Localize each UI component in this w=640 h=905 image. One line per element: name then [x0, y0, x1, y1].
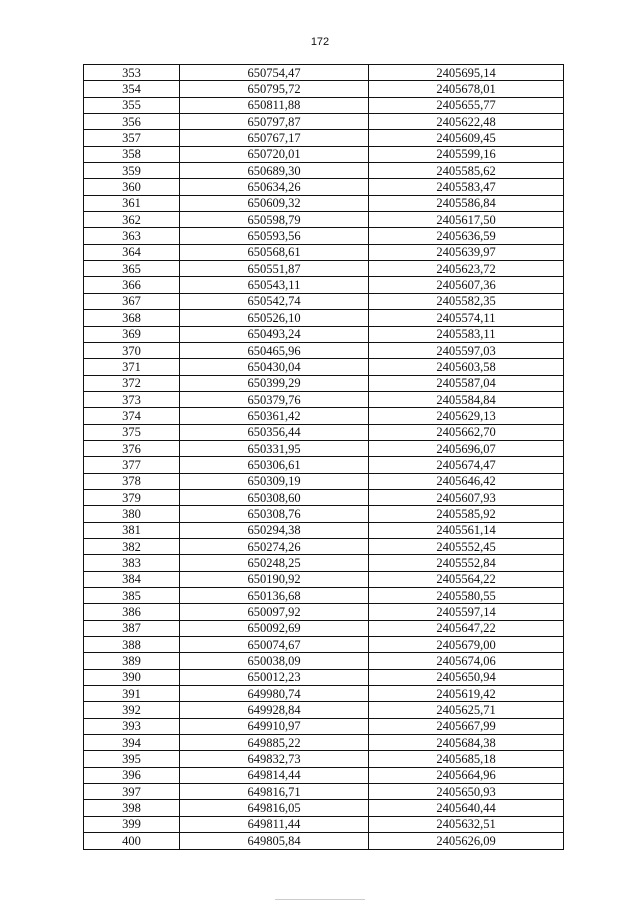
y-coordinate-cell: 2405585,92 — [369, 506, 564, 522]
y-coordinate-cell: 2405650,93 — [369, 784, 564, 800]
table-row — [84, 473, 564, 489]
x-coordinate-cell: 650361,42 — [180, 408, 369, 424]
table-row — [84, 195, 564, 211]
point-number-cell: 362 — [84, 212, 180, 228]
page-edge-mark — [275, 899, 365, 900]
y-coordinate-cell: 2405664,96 — [369, 767, 564, 783]
point-number-cell: 397 — [84, 784, 180, 800]
point-number-cell: 356 — [84, 114, 180, 130]
table-row — [84, 506, 564, 522]
x-coordinate-cell: 649811,44 — [180, 816, 369, 832]
y-coordinate-cell: 2405684,38 — [369, 735, 564, 751]
table-row — [84, 97, 564, 113]
y-coordinate-cell: 2405640,44 — [369, 800, 564, 816]
x-coordinate-cell: 650309,19 — [180, 473, 369, 489]
x-coordinate-cell: 649980,74 — [180, 686, 369, 702]
point-number-cell: 361 — [84, 195, 180, 211]
x-coordinate-cell: 649885,22 — [180, 735, 369, 751]
x-coordinate-cell: 650356,44 — [180, 424, 369, 440]
point-number-cell: 378 — [84, 473, 180, 489]
x-coordinate-cell: 649816,05 — [180, 800, 369, 816]
y-coordinate-cell: 2405662,70 — [369, 424, 564, 440]
point-number-cell: 366 — [84, 277, 180, 293]
y-coordinate-cell: 2405695,14 — [369, 65, 564, 81]
x-coordinate-cell: 650543,11 — [180, 277, 369, 293]
y-coordinate-cell: 2405622,48 — [369, 114, 564, 130]
x-coordinate-cell: 650598,79 — [180, 212, 369, 228]
y-coordinate-cell: 2405574,11 — [369, 310, 564, 326]
y-coordinate-cell: 2405583,11 — [369, 326, 564, 342]
point-number-cell: 374 — [84, 408, 180, 424]
y-coordinate-cell: 2405685,18 — [369, 751, 564, 767]
table-row — [84, 489, 564, 505]
point-number-cell: 369 — [84, 326, 180, 342]
table-row — [84, 637, 564, 653]
x-coordinate-cell: 650493,24 — [180, 326, 369, 342]
table-row — [84, 784, 564, 800]
table-row — [84, 751, 564, 767]
point-number-cell: 359 — [84, 163, 180, 179]
point-number-cell: 367 — [84, 293, 180, 309]
table-row — [84, 310, 564, 326]
x-coordinate-cell: 649928,84 — [180, 702, 369, 718]
x-coordinate-cell: 649910,97 — [180, 718, 369, 734]
x-coordinate-cell: 650190,92 — [180, 571, 369, 587]
y-coordinate-cell: 2405597,03 — [369, 342, 564, 358]
table-row — [84, 457, 564, 473]
table-row — [84, 228, 564, 244]
y-coordinate-cell: 2405587,04 — [369, 375, 564, 391]
y-coordinate-cell: 2405636,59 — [369, 228, 564, 244]
y-coordinate-cell: 2405679,00 — [369, 637, 564, 653]
x-coordinate-cell: 650331,95 — [180, 440, 369, 456]
table-row — [84, 538, 564, 554]
table-row — [84, 522, 564, 538]
y-coordinate-cell: 2405674,06 — [369, 653, 564, 669]
y-coordinate-cell: 2405609,45 — [369, 130, 564, 146]
point-number-cell: 377 — [84, 457, 180, 473]
y-coordinate-cell: 2405603,58 — [369, 359, 564, 375]
point-number-cell: 381 — [84, 522, 180, 538]
table-row — [84, 653, 564, 669]
table-row — [84, 261, 564, 277]
x-coordinate-cell: 650274,26 — [180, 538, 369, 554]
x-coordinate-cell: 650430,04 — [180, 359, 369, 375]
table-row — [84, 604, 564, 620]
point-number-cell: 380 — [84, 506, 180, 522]
x-coordinate-cell: 650136,68 — [180, 588, 369, 604]
point-number-cell: 400 — [84, 833, 180, 849]
y-coordinate-cell: 2405583,47 — [369, 179, 564, 195]
x-coordinate-cell: 650609,32 — [180, 195, 369, 211]
point-number-cell: 365 — [84, 261, 180, 277]
table-row — [84, 359, 564, 375]
table-row — [84, 244, 564, 260]
table-row — [84, 800, 564, 816]
table-row — [84, 833, 564, 849]
point-number-cell: 399 — [84, 816, 180, 832]
point-number-cell: 383 — [84, 555, 180, 571]
y-coordinate-cell: 2405586,84 — [369, 195, 564, 211]
y-coordinate-cell: 2405667,99 — [369, 718, 564, 734]
table-row — [84, 277, 564, 293]
y-coordinate-cell: 2405646,42 — [369, 473, 564, 489]
x-coordinate-cell: 649805,84 — [180, 833, 369, 849]
x-coordinate-cell: 650038,09 — [180, 653, 369, 669]
point-number-cell: 382 — [84, 538, 180, 554]
y-coordinate-cell: 2405650,94 — [369, 669, 564, 685]
table-row — [84, 212, 564, 228]
y-coordinate-cell: 2405626,09 — [369, 833, 564, 849]
x-coordinate-cell: 650308,76 — [180, 506, 369, 522]
table-row — [84, 588, 564, 604]
point-number-cell: 385 — [84, 588, 180, 604]
x-coordinate-cell: 650248,25 — [180, 555, 369, 571]
point-number-cell: 387 — [84, 620, 180, 636]
point-number-cell: 379 — [84, 489, 180, 505]
point-number-cell: 363 — [84, 228, 180, 244]
point-number-cell: 353 — [84, 65, 180, 81]
y-coordinate-cell: 2405639,97 — [369, 244, 564, 260]
table-row — [84, 146, 564, 162]
point-number-cell: 388 — [84, 637, 180, 653]
table-row — [84, 669, 564, 685]
point-number-cell: 390 — [84, 669, 180, 685]
y-coordinate-cell: 2405625,71 — [369, 702, 564, 718]
table-row — [84, 65, 564, 81]
table-row — [84, 130, 564, 146]
point-number-cell: 391 — [84, 686, 180, 702]
y-coordinate-cell: 2405696,07 — [369, 440, 564, 456]
point-number-cell: 396 — [84, 767, 180, 783]
table-row — [84, 342, 564, 358]
x-coordinate-cell: 650634,26 — [180, 179, 369, 195]
y-coordinate-cell: 2405585,62 — [369, 163, 564, 179]
point-number-cell: 368 — [84, 310, 180, 326]
point-number-cell: 376 — [84, 440, 180, 456]
x-coordinate-cell: 650465,96 — [180, 342, 369, 358]
x-coordinate-cell: 649832,73 — [180, 751, 369, 767]
table-row — [84, 81, 564, 97]
y-coordinate-cell: 2405607,36 — [369, 277, 564, 293]
x-coordinate-cell: 650092,69 — [180, 620, 369, 636]
point-number-cell: 392 — [84, 702, 180, 718]
y-coordinate-cell: 2405561,14 — [369, 522, 564, 538]
point-number-cell: 389 — [84, 653, 180, 669]
table-row — [84, 293, 564, 309]
y-coordinate-cell: 2405580,55 — [369, 588, 564, 604]
point-number-cell: 384 — [84, 571, 180, 587]
x-coordinate-cell: 650811,88 — [180, 97, 369, 113]
x-coordinate-cell: 650542,74 — [180, 293, 369, 309]
point-number-cell: 364 — [84, 244, 180, 260]
x-coordinate-cell: 650551,87 — [180, 261, 369, 277]
x-coordinate-cell: 650012,23 — [180, 669, 369, 685]
point-number-cell: 375 — [84, 424, 180, 440]
table-row — [84, 408, 564, 424]
point-number-cell: 357 — [84, 130, 180, 146]
y-coordinate-cell: 2405655,77 — [369, 97, 564, 113]
y-coordinate-cell: 2405597,14 — [369, 604, 564, 620]
table-row — [84, 702, 564, 718]
point-number-cell: 354 — [84, 81, 180, 97]
x-coordinate-cell: 650593,56 — [180, 228, 369, 244]
y-coordinate-cell: 2405564,22 — [369, 571, 564, 587]
x-coordinate-cell: 650720,01 — [180, 146, 369, 162]
x-coordinate-cell: 650294,38 — [180, 522, 369, 538]
table-row — [84, 179, 564, 195]
table-row — [84, 114, 564, 130]
table-row — [84, 391, 564, 407]
x-coordinate-cell: 649816,71 — [180, 784, 369, 800]
y-coordinate-cell: 2405599,16 — [369, 146, 564, 162]
x-coordinate-cell: 650399,29 — [180, 375, 369, 391]
table-row — [84, 440, 564, 456]
table-row — [84, 718, 564, 734]
table-row — [84, 163, 564, 179]
x-coordinate-cell: 650306,61 — [180, 457, 369, 473]
table-row — [84, 424, 564, 440]
point-number-cell: 386 — [84, 604, 180, 620]
x-coordinate-cell: 650097,92 — [180, 604, 369, 620]
y-coordinate-cell: 2405584,84 — [369, 391, 564, 407]
y-coordinate-cell: 2405678,01 — [369, 81, 564, 97]
table-row — [84, 375, 564, 391]
y-coordinate-cell: 2405629,13 — [369, 408, 564, 424]
point-number-cell: 372 — [84, 375, 180, 391]
x-coordinate-cell: 650797,87 — [180, 114, 369, 130]
y-coordinate-cell: 2405647,22 — [369, 620, 564, 636]
page-number: 172 — [310, 36, 330, 48]
y-coordinate-cell: 2405607,93 — [369, 489, 564, 505]
y-coordinate-cell: 2405617,50 — [369, 212, 564, 228]
x-coordinate-cell: 649814,44 — [180, 767, 369, 783]
point-number-cell: 393 — [84, 718, 180, 734]
point-number-cell: 373 — [84, 391, 180, 407]
y-coordinate-cell: 2405632,51 — [369, 816, 564, 832]
y-coordinate-cell: 2405619,42 — [369, 686, 564, 702]
point-number-cell: 394 — [84, 735, 180, 751]
table-row — [84, 767, 564, 783]
x-coordinate-cell: 650568,61 — [180, 244, 369, 260]
y-coordinate-cell: 2405552,45 — [369, 538, 564, 554]
coordinates-table-body — [84, 65, 564, 850]
table-row — [84, 735, 564, 751]
y-coordinate-cell: 2405552,84 — [369, 555, 564, 571]
table-row — [84, 686, 564, 702]
y-coordinate-cell: 2405623,72 — [369, 261, 564, 277]
x-coordinate-cell: 650379,76 — [180, 391, 369, 407]
x-coordinate-cell: 650308,60 — [180, 489, 369, 505]
x-coordinate-cell: 650074,67 — [180, 637, 369, 653]
table-row — [84, 620, 564, 636]
point-number-cell: 355 — [84, 97, 180, 113]
point-number-cell: 371 — [84, 359, 180, 375]
x-coordinate-cell: 650754,47 — [180, 65, 369, 81]
x-coordinate-cell: 650795,72 — [180, 81, 369, 97]
y-coordinate-cell: 2405674,47 — [369, 457, 564, 473]
x-coordinate-cell: 650526,10 — [180, 310, 369, 326]
point-number-cell: 395 — [84, 751, 180, 767]
x-coordinate-cell: 650767,17 — [180, 130, 369, 146]
point-number-cell: 398 — [84, 800, 180, 816]
y-coordinate-cell: 2405582,35 — [369, 293, 564, 309]
table-row — [84, 571, 564, 587]
table-row — [84, 326, 564, 342]
table-row — [84, 555, 564, 571]
point-number-cell: 360 — [84, 179, 180, 195]
table-row — [84, 816, 564, 832]
coordinates-table — [83, 64, 564, 850]
point-number-cell: 370 — [84, 342, 180, 358]
x-coordinate-cell: 650689,30 — [180, 163, 369, 179]
point-number-cell: 358 — [84, 146, 180, 162]
